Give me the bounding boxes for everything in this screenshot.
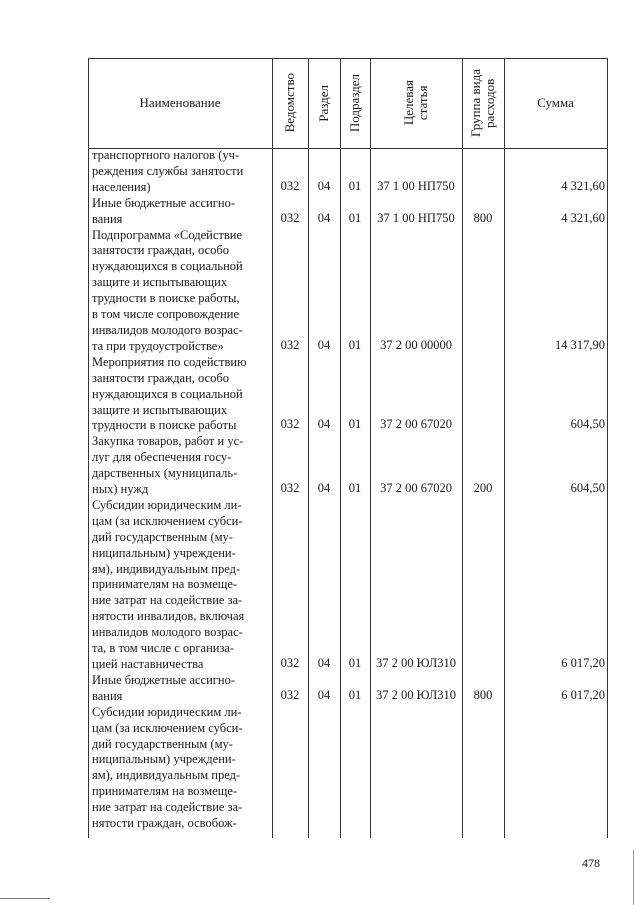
row-name — [88, 498, 272, 673]
row-name-line: занятости граждан, особо — [92, 243, 229, 258]
row-podrazdel: 01 — [348, 481, 362, 496]
row-name-line: в том числе сопровождение — [92, 307, 240, 322]
row-name-line: Закупка товаров, работ и ус- — [92, 434, 244, 449]
table-row — [88, 673, 607, 705]
row-celevaya: 37 2 00 ЮЛ310 — [375, 656, 457, 670]
row-gruppa: 200 — [473, 481, 493, 496]
row-vedomstvo: 032 — [280, 337, 300, 352]
row-name-line: ниципальным) учреждени- — [92, 752, 236, 767]
row-name-line: ям), индивидуальным пред- — [92, 561, 241, 576]
row-podrazdel: 01 — [348, 210, 362, 225]
row-vedomstvo: 032 — [280, 656, 300, 670]
row-name — [88, 434, 272, 498]
row-summa: 604,50 — [570, 481, 605, 496]
row-name-line: реждения службы занятости — [92, 163, 244, 178]
row-podrazdel: 01 — [348, 178, 362, 193]
table-row — [88, 355, 607, 435]
page-number: 478 — [582, 856, 600, 870]
header-summa-label: Сумма — [537, 95, 574, 110]
header-celevaya — [370, 58, 462, 148]
row-name — [88, 673, 272, 705]
table-row — [88, 196, 607, 228]
row-name-line: луг для обеспечения госу- — [92, 450, 232, 465]
row-name-line: та, в том числе с организа- — [92, 641, 235, 656]
row-razdel: 04 — [317, 687, 331, 702]
row-gruppa — [462, 354, 504, 355]
row-name-line: инвалидов молодого возрас- — [92, 322, 243, 337]
row-razdel: 04 — [317, 481, 331, 496]
row-gruppa — [462, 672, 504, 673]
row-name-line: цам (за исключением субси- — [92, 513, 243, 528]
row-name-line: Подпрограмма «Содействие — [92, 227, 243, 242]
header-gruppa — [462, 58, 504, 148]
row-razdel: 04 — [317, 210, 331, 225]
row-name-line: нуждающихся в социальной — [92, 259, 243, 274]
row-gruppa — [462, 831, 504, 832]
col-border — [607, 58, 608, 838]
header-gruppa-label: Группа вида расходов — [468, 69, 497, 137]
row-name-line: ние затрат на содействие за- — [92, 800, 243, 815]
header-summa — [504, 58, 607, 148]
row-name-line: защите и испытывающих — [92, 275, 228, 290]
row-name-line: та при трудоустройстве» — [92, 338, 224, 353]
header-vedomstvo-label: Ведомство — [282, 73, 297, 133]
row-name-line: ние затрат на содействие за- — [92, 593, 243, 608]
row-razdel: 04 — [317, 178, 331, 193]
row-name-line: занятости граждан, особо — [92, 370, 229, 385]
row-summa: 4 321,60 — [561, 210, 605, 225]
row-gruppa — [462, 195, 504, 196]
table-row — [88, 228, 607, 355]
row-name-line: транспортного налогов (уч- — [92, 148, 240, 162]
row-vedomstvo — [272, 831, 308, 832]
row-vedomstvo: 032 — [280, 481, 300, 496]
row-podrazdel: 01 — [348, 417, 362, 432]
row-celevaya: 37 1 00 НП750 — [377, 178, 455, 193]
table-row — [88, 148, 607, 196]
row-name-line: вания — [92, 688, 123, 703]
row-summa: 6 017,20 — [561, 656, 605, 670]
row-name-line: нятости инвалидов, включая — [92, 609, 245, 624]
row-name-line: инвалидов молодого возрас- — [92, 625, 243, 640]
footer-rule — [0, 898, 50, 899]
row-summa: 4 321,60 — [561, 178, 605, 193]
row-name-line: Субсидии юридическим ли- — [92, 497, 242, 512]
row-celevaya: 37 2 00 67020 — [380, 481, 452, 496]
row-name-line: вания — [92, 211, 123, 226]
budget-table — [88, 58, 607, 838]
row-name-line: Субсидии юридическим ли- — [92, 704, 242, 719]
row-vedomstvo: 032 — [280, 178, 300, 193]
row-vedomstvo: 032 — [280, 210, 300, 225]
row-podrazdel: 01 — [348, 337, 362, 352]
row-celevaya: 37 2 00 00000 — [380, 337, 452, 352]
row-name-line: Мероприятия по содействию — [92, 354, 247, 369]
row-razdel: 04 — [317, 656, 331, 670]
row-gruppa: 800 — [473, 687, 493, 702]
row-celevaya: 37 2 00 ЮЛ310 — [375, 687, 457, 702]
row-summa: 6 017,20 — [561, 687, 605, 702]
header-name-label: Наименование — [139, 95, 221, 110]
row-gruppa: 800 — [473, 210, 493, 225]
header-vedomstvo — [272, 58, 308, 148]
row-name-line: принимателям на возмеще- — [92, 784, 238, 799]
page-edge-mark — [633, 850, 634, 905]
row-summa — [504, 831, 607, 832]
header-name — [88, 58, 272, 148]
row-name-line: цам (за исключением субси- — [92, 720, 243, 735]
row-name-line: нятости граждан, освобож- — [92, 816, 237, 831]
row-vedomstvo: 032 — [280, 417, 300, 432]
row-name — [88, 228, 272, 355]
row-name — [88, 148, 272, 196]
row-name-line: населения) — [92, 179, 151, 194]
header-razdel — [308, 58, 340, 148]
row-name — [88, 705, 272, 832]
table-body — [88, 148, 607, 832]
row-gruppa — [462, 433, 504, 434]
row-name-line: Иные бюджетные ассигно- — [92, 672, 236, 687]
header-celevaya-label: Целевая статья — [401, 80, 430, 126]
row-name-line: трудности в поиске работы — [92, 418, 237, 433]
row-name-line: цией наставничества — [92, 657, 204, 671]
row-name-line: ям), индивидуальным пред- — [92, 768, 241, 783]
row-name-line: трудности в поиске работы, — [92, 291, 240, 306]
row-name-line: дарственных (муниципаль- — [92, 466, 238, 481]
row-summa: 14 317,90 — [555, 337, 605, 352]
row-name-line: принимателям на возмеще- — [92, 577, 238, 592]
header-razdel-label: Раздел — [316, 84, 331, 122]
table-row — [88, 434, 607, 498]
row-name-line: защите и испытывающих — [92, 402, 228, 417]
row-razdel: 04 — [317, 417, 331, 432]
row-podrazdel — [340, 831, 370, 832]
table-row — [88, 705, 607, 832]
row-podrazdel: 01 — [348, 656, 362, 670]
row-vedomstvo: 032 — [280, 687, 300, 702]
row-name-line: ных) нужд — [92, 482, 149, 497]
row-summa: 604,50 — [570, 417, 605, 432]
row-celevaya: 37 1 00 НП750 — [377, 210, 455, 225]
row-celevaya — [370, 831, 462, 832]
row-name — [88, 196, 272, 228]
row-podrazdel: 01 — [348, 687, 362, 702]
row-razdel — [308, 831, 340, 832]
row-celevaya: 37 2 00 67020 — [380, 417, 452, 432]
row-name-line: нуждающихся в социальной — [92, 386, 243, 401]
row-name-line: дий государственным (му- — [92, 529, 233, 544]
header-podrazdel-label: Подраздел — [347, 73, 362, 133]
row-name — [88, 355, 272, 435]
row-name-line: дий государственным (му- — [92, 736, 233, 751]
row-name-line: Иные бюджетные ассигно- — [92, 195, 236, 210]
table-row — [88, 498, 607, 673]
row-razdel: 04 — [317, 337, 331, 352]
header-podrazdel — [340, 58, 370, 148]
row-name-line: ниципальным) учреждени- — [92, 545, 236, 560]
